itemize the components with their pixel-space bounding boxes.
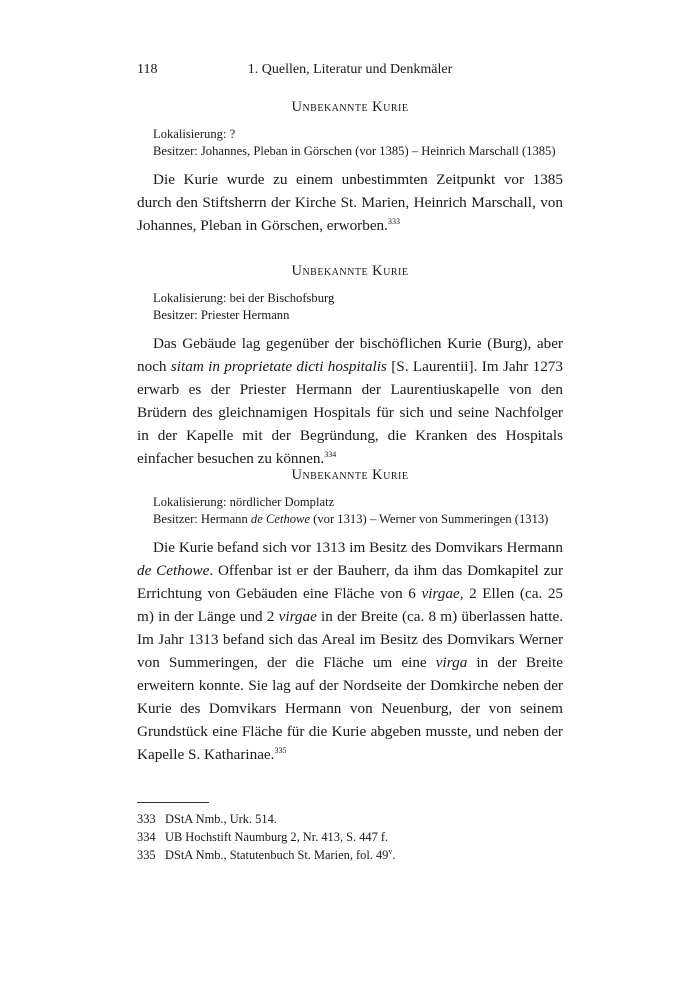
paragraph-text: , 2 Ellen (ca. 25 m) in der Länge und 2 bbox=[137, 585, 564, 625]
footnote bbox=[137, 810, 563, 828]
owner-line bbox=[153, 511, 563, 528]
owner-text: (vor 1313) – Werner von Summeringen (1313) bbox=[310, 512, 549, 526]
localization-line: Lokalisierung: bei der Bischofsburg bbox=[153, 291, 335, 305]
italic-term: virgae bbox=[421, 585, 460, 602]
footnotes bbox=[137, 810, 563, 864]
owner-line: Besitzer: Johannes, Pleban in Görschen (vor 1385) – Heinrich Marschall (1385) bbox=[153, 144, 556, 158]
italic-term: virgae bbox=[278, 608, 317, 625]
localization-line: Lokalisierung: nördlicher Domplatz bbox=[153, 495, 335, 509]
section-meta bbox=[153, 290, 563, 324]
section-paragraph bbox=[137, 168, 563, 237]
italic-term: virga bbox=[435, 654, 468, 671]
section-title: Unbekannte Kurie bbox=[291, 467, 409, 483]
page-number: 118 bbox=[137, 62, 158, 77]
paragraph-text: [S. Laurentii]. Im Jahr 1273 erwarb es der Priester Hermann der Laurentiuskapelle von den Brüdern des gleichnamigen Hospitals für sich und seine Nachfolger in der Kapelle mit der Begründung, die Kranken des Hospitals einfacher besuchen zu können. bbox=[137, 358, 563, 467]
running-title: 1. Quellen, Literatur und Denkmäler bbox=[247, 62, 453, 77]
paragraph-text: Das Gebäude lag gegenüber der bischöflichen Kurie (Burg), aber noch bbox=[137, 335, 563, 375]
section-unknown-curia-1 bbox=[137, 98, 563, 237]
footnote-text: DStA Nmb., Statutenbuch St. Marien, fol. 49 bbox=[165, 848, 389, 862]
paragraph-text: . Offenbar ist er der Bauherr, da ihm das Domkapitel zur Errichtung von Gebäuden eine Fläche von 6 bbox=[137, 562, 563, 602]
footnote-ref[interactable]: 333 bbox=[387, 216, 400, 226]
footnote-text: UB Hochstift Naumburg 2, Nr. 413, S. 447 f. bbox=[165, 830, 389, 844]
section-unknown-curia-3 bbox=[137, 466, 563, 766]
paragraph-text: in der Breite (ca. 8 m) überlassen hatte. Im Jahr 1313 befand sich das Areal im Besitz des Domvikars Werner von Summeringen, der die Fläche um eine bbox=[137, 608, 563, 671]
owner-line: Besitzer: Priester Hermann bbox=[153, 308, 290, 322]
footnote-number: 333 bbox=[137, 812, 156, 826]
folio-verso-mark: v bbox=[388, 846, 393, 856]
footnote-ref[interactable]: 334 bbox=[324, 449, 337, 459]
page-header bbox=[137, 62, 563, 84]
section-title: Unbekannte Kurie bbox=[291, 99, 409, 115]
footnote-text: DStA Nmb., Urk. 514. bbox=[165, 812, 277, 826]
italic-term: de Cethowe bbox=[137, 562, 210, 579]
footnote-tail: . bbox=[392, 848, 396, 862]
footnote bbox=[137, 828, 563, 846]
section-meta bbox=[153, 126, 563, 160]
section-unknown-curia-2 bbox=[137, 262, 563, 470]
paragraph-text: in der Breite erweitern konnte. Sie lag auf der Nordseite der Domkirche neben der Kurie des Domvikars Hermann von Neuenburg, der von seinem Grundstück eine Fläche für die Kurie abgeben musste, und neben der Kapelle S. Katharinae. bbox=[137, 654, 563, 763]
paragraph-text: Die Kurie wurde zu einem unbestimmten Zeitpunkt vor 1385 durch den Stiftsherrn der Kirche St. Marien, Heinrich Marschall, von Johannes, Pleban in Görschen, erworben. bbox=[137, 171, 563, 234]
section-meta bbox=[153, 494, 563, 528]
paragraph-text: Die Kurie befand sich vor 1313 im Besitz des Domvikars Hermann bbox=[153, 539, 563, 556]
owner-text: Besitzer: Hermann bbox=[153, 512, 251, 526]
footnote-ref[interactable]: 335 bbox=[274, 745, 287, 755]
footnote-divider bbox=[137, 802, 209, 803]
localization-line: Lokalisierung: ? bbox=[153, 127, 236, 141]
section-paragraph bbox=[137, 332, 563, 470]
latin-quote: sitam in proprietate dicti hospitalis bbox=[170, 358, 387, 375]
footnote bbox=[137, 846, 563, 864]
section-title: Unbekannte Kurie bbox=[291, 263, 409, 279]
footnote-number: 334 bbox=[137, 830, 156, 844]
footnote-number: 335 bbox=[137, 848, 156, 862]
section-paragraph bbox=[137, 536, 563, 766]
owner-name-italic: de Cethowe bbox=[250, 512, 311, 526]
